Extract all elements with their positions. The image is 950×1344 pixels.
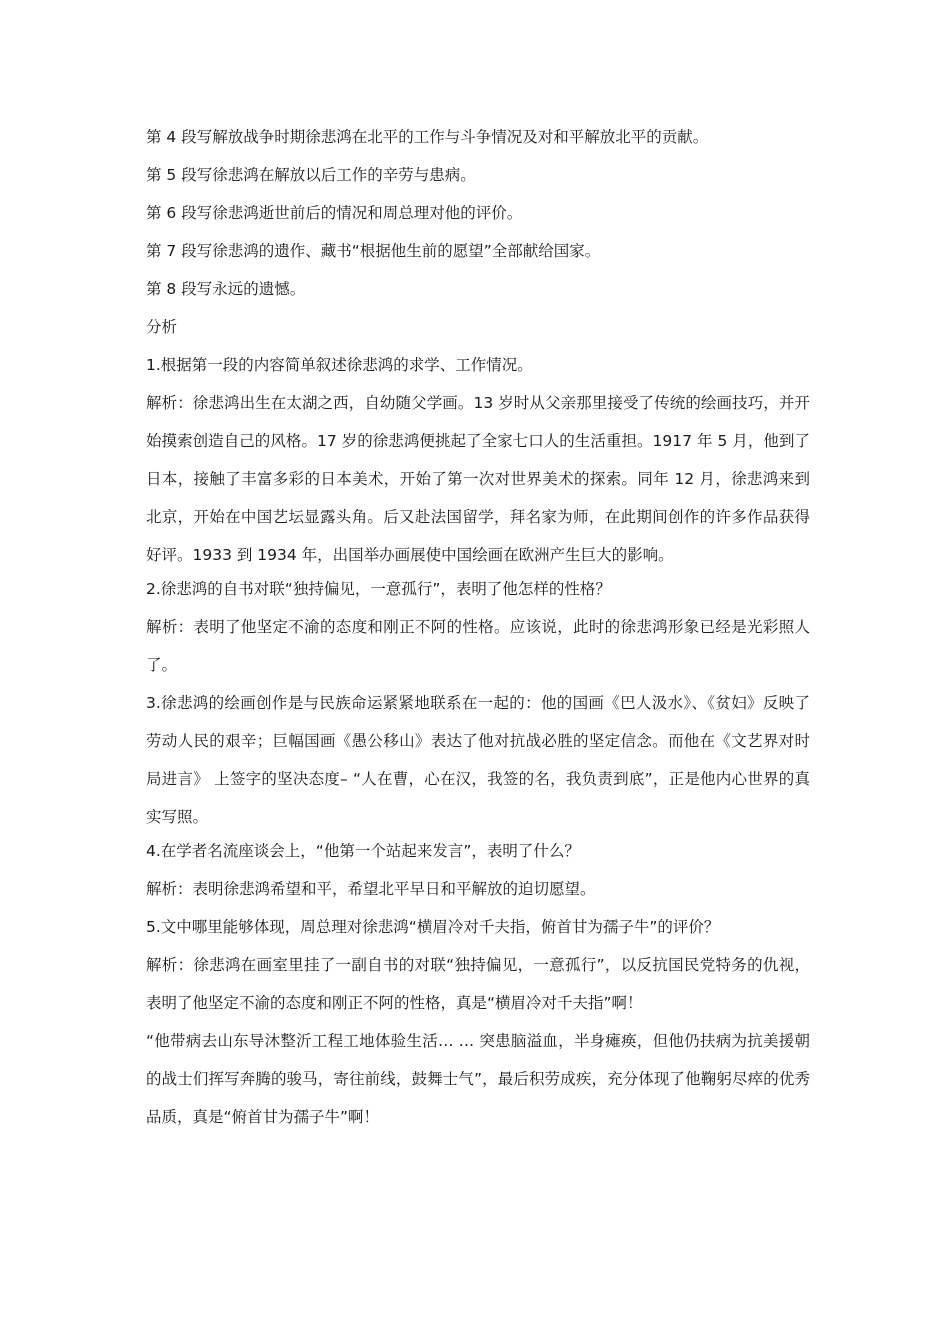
answer-2: 解析：表明了他坚定不渝的态度和刚正不阿的性格。应该说，此时的徐悲鸿形象已经是光彩照人了。 [146,618,810,674]
answer-5-continued: “他带病去山东导沐整沂工程工地体验生活… … 突患脑溢血，半身瘫痪，但他仍扶病为抗美援朝的战士们挥写奔腾的骏马，寄往前线，鼓舞士气”，最后积劳成疾，充分体现了他鞠躬尽瘁的优秀品质，真是“俯首甘为孺子牛”啊！ [146,1032,810,1126]
paragraph-7-summary: 第 7 段写徐悲鸿的遗作、藏书“根据他生前的愿望”全部献给国家。 [146,242,601,260]
question-4: 4.在学者名流座谈会上，“他第一个站起来发言”，表明了什么？ [146,842,580,860]
question-3: 3.徐悲鸿的绘画创作是与民族命运紧紧地联系在一起的：他的国画《巴人汲水》、《贫妇》反映了劳动人民的艰辛；巨幅国画《愚公移山》表达了他对抗战必胜的坚定信念。而他在《文艺界对时局进言》 上签字的坚决态度– “人在曹，心在汉，我签的名，我负责到底”，正是他内心世界的真实写照。 [146,694,810,826]
paragraph-8-summary: 第 8 段写永远的遗憾。 [146,280,306,298]
answer-4: 解析：表明徐悲鸿希望和平，希望北平早日和平解放的迫切愿望。 [146,880,596,898]
answer-1: 解析：徐悲鸿出生在太湖之西，自幼随父学画。13 岁时从父亲那里接受了传统的绘画技巧，并开始摸索创造自己的风格。17 岁的徐悲鸿便挑起了全家七口人的生活重担。1917 年 5 月，他到了日本，接触了丰富多彩的日本美术，开始了第一次对世界美术的探索。同年 12 月，徐悲鸿来到北京，开始在中国艺坛显露头角。后又赴法国留学，拜名家为师，在此期间创作的许多作品获得好评。1933 到 1934 年，出国举办画展使中国绘画在欧洲产生巨大的影响。 [146,394,810,564]
section-heading-analysis: 分析 [146,318,178,336]
document-page [146,124,810,1136]
question-1: 1.根据第一段的内容简单叙述徐悲鸿的求学、工作情况。 [146,356,533,374]
question-5: 5.文中哪里能够体现，周总理对徐悲鸿“横眉冷对千夫指，俯首甘为孺子牛”的评价？ [146,918,720,936]
paragraph-5-summary: 第 5 段写徐悲鸿在解放以后工作的辛劳与患病。 [146,166,476,184]
answer-5: 解析：徐悲鸿在画室里挂了一副自书的对联“独持偏见，一意孤行”，以反抗国民党特务的仇视，表明了他坚定不渝的态度和刚正不阿的性格，真是“横眉冷对千夫指”啊！ [146,956,810,1012]
question-2: 2.徐悲鸿的自书对联“独持偏见，一意孤行”，表明了他怎样的性格？ [146,580,611,598]
paragraph-6-summary: 第 6 段写徐悲鸿逝世前后的情况和周总理对他的评价。 [146,204,523,222]
paragraph-4-summary: 第 4 段写解放战争时期徐悲鸿在北平的工作与斗争情况及对和平解放北平的贡献。 [146,128,709,146]
